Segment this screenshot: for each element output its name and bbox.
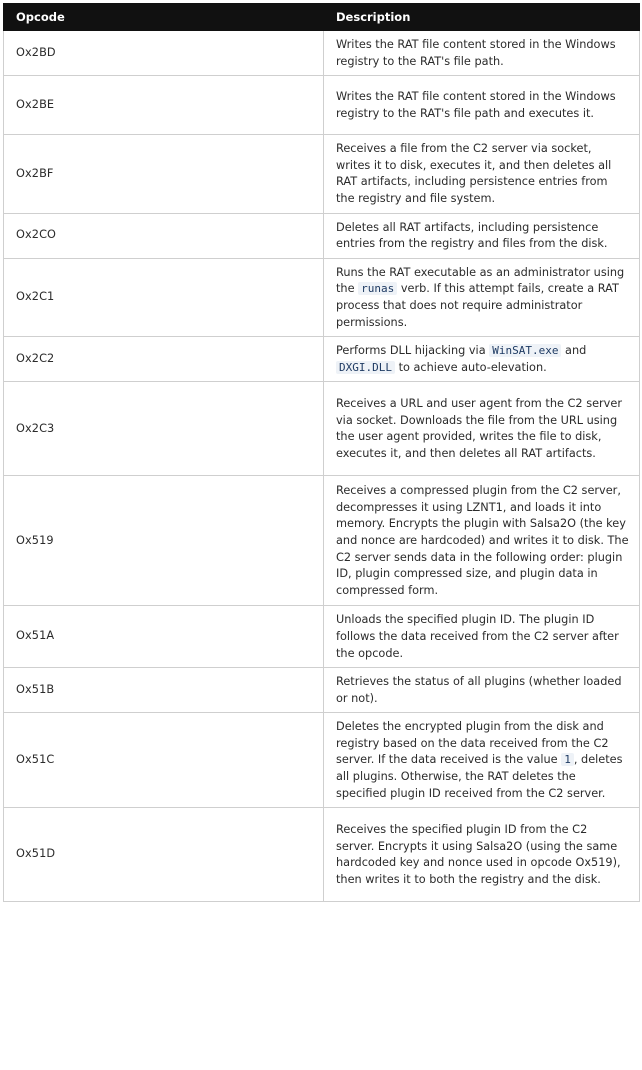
description-cell <box>324 135 640 213</box>
description-text: Runs the RAT executable as an administrator using the <box>336 265 625 296</box>
description-text: Writes the RAT file content stored in the Windows registry to the RAT's file path. <box>336 38 616 68</box>
table-row <box>4 76 640 135</box>
opcode-cell: Ox51A <box>4 606 324 668</box>
description-text: Receives the specified plugin ID from the C2 server. Encrypts it using Salsa2O (using the same hardcoded key and nonce used in opcode Ox519), then writes it to both the registry and the disk. <box>336 823 621 886</box>
inline-code: DXGI.DLL <box>336 361 395 374</box>
opcode-cell: Ox519 <box>4 476 324 606</box>
description-cell <box>324 713 640 808</box>
opcode-cell: Ox2CO <box>4 213 324 258</box>
description-text: Receives a compressed plugin from the C2 server, decompresses it using LZNT1, and loads it into memory. Encrypts the plugin with Salsa2O (the key and nonce are hardcoded) and writes it to disk. The C2 server sends data in the following order: plugin ID, plugin compressed size, and plugin data in compressed form. <box>336 484 629 597</box>
opcode-cell: Ox51D <box>4 808 324 902</box>
table-row <box>4 382 640 476</box>
description-text: Performs DLL hijacking via <box>336 344 490 358</box>
opcode-cell: Ox51C <box>4 713 324 808</box>
description-text: Receives a file from the C2 server via socket, writes it to disk, executes it, and then deletes all RAT artifacts, including persistence entries from the registry and file system. <box>336 142 612 205</box>
description-text: Receives a URL and user agent from the C2 server via socket. Downloads the file from the URL using the user agent provided, writes the file to disk, executes it, and then deletes all RAT artifacts. <box>336 397 622 460</box>
opcode-cell: Ox2C1 <box>4 258 324 336</box>
opcode-cell: Ox2BF <box>4 135 324 213</box>
description-cell <box>324 606 640 668</box>
opcode-cell: Ox51B <box>4 668 324 713</box>
table-row <box>4 258 640 336</box>
description-cell <box>324 31 640 76</box>
description-text: and <box>561 344 587 358</box>
description-cell <box>324 213 640 258</box>
description-text: to achieve auto-elevation. <box>394 360 547 374</box>
table-header-row <box>4 4 640 31</box>
opcode-cell: Ox2BD <box>4 31 324 76</box>
description-cell <box>324 258 640 336</box>
description-text: Retrieves the status of all plugins (whether loaded or not). <box>336 675 622 705</box>
description-text: verb. If this attempt fails, create a RAT process that does not require administrator permissions. <box>336 282 619 329</box>
inline-code: runas <box>358 282 397 295</box>
table-row <box>4 713 640 808</box>
table-row <box>4 213 640 258</box>
opcode-cell: Ox2BE <box>4 76 324 135</box>
description-cell <box>324 337 640 382</box>
table-body <box>4 31 640 902</box>
header-opcode: Opcode <box>4 4 324 31</box>
table-row <box>4 606 640 668</box>
table-row <box>4 31 640 76</box>
table-row <box>4 668 640 713</box>
description-text: Deletes the encrypted plugin from the disk and registry based on the data received from the C2 server. If the data received is the value <box>336 720 609 767</box>
opcode-cell: Ox2C3 <box>4 382 324 476</box>
table-row <box>4 135 640 213</box>
description-cell <box>324 668 640 713</box>
description-text: Deletes all RAT artifacts, including persistence entries from the registry and files from the disk. <box>336 220 608 251</box>
inline-code: 1 <box>561 753 574 766</box>
description-text: Writes the RAT file content stored in the Windows registry to the RAT's file path and executes it. <box>336 90 616 120</box>
table-row <box>4 476 640 606</box>
table-row <box>4 808 640 902</box>
description-cell <box>324 382 640 476</box>
description-cell <box>324 76 640 135</box>
description-cell <box>324 808 640 902</box>
description-cell <box>324 476 640 606</box>
header-description: Description <box>324 4 640 31</box>
table-row <box>4 337 640 382</box>
description-text: , deletes all plugins. Otherwise, the RAT deletes the specified plugin ID received from the C2 server. <box>336 753 623 800</box>
inline-code: WinSAT.exe <box>489 344 561 357</box>
opcode-cell: Ox2C2 <box>4 337 324 382</box>
opcode-table <box>3 3 640 902</box>
description-text: Unloads the specified plugin ID. The plugin ID follows the data received from the C2 server after the opcode. <box>336 613 619 660</box>
